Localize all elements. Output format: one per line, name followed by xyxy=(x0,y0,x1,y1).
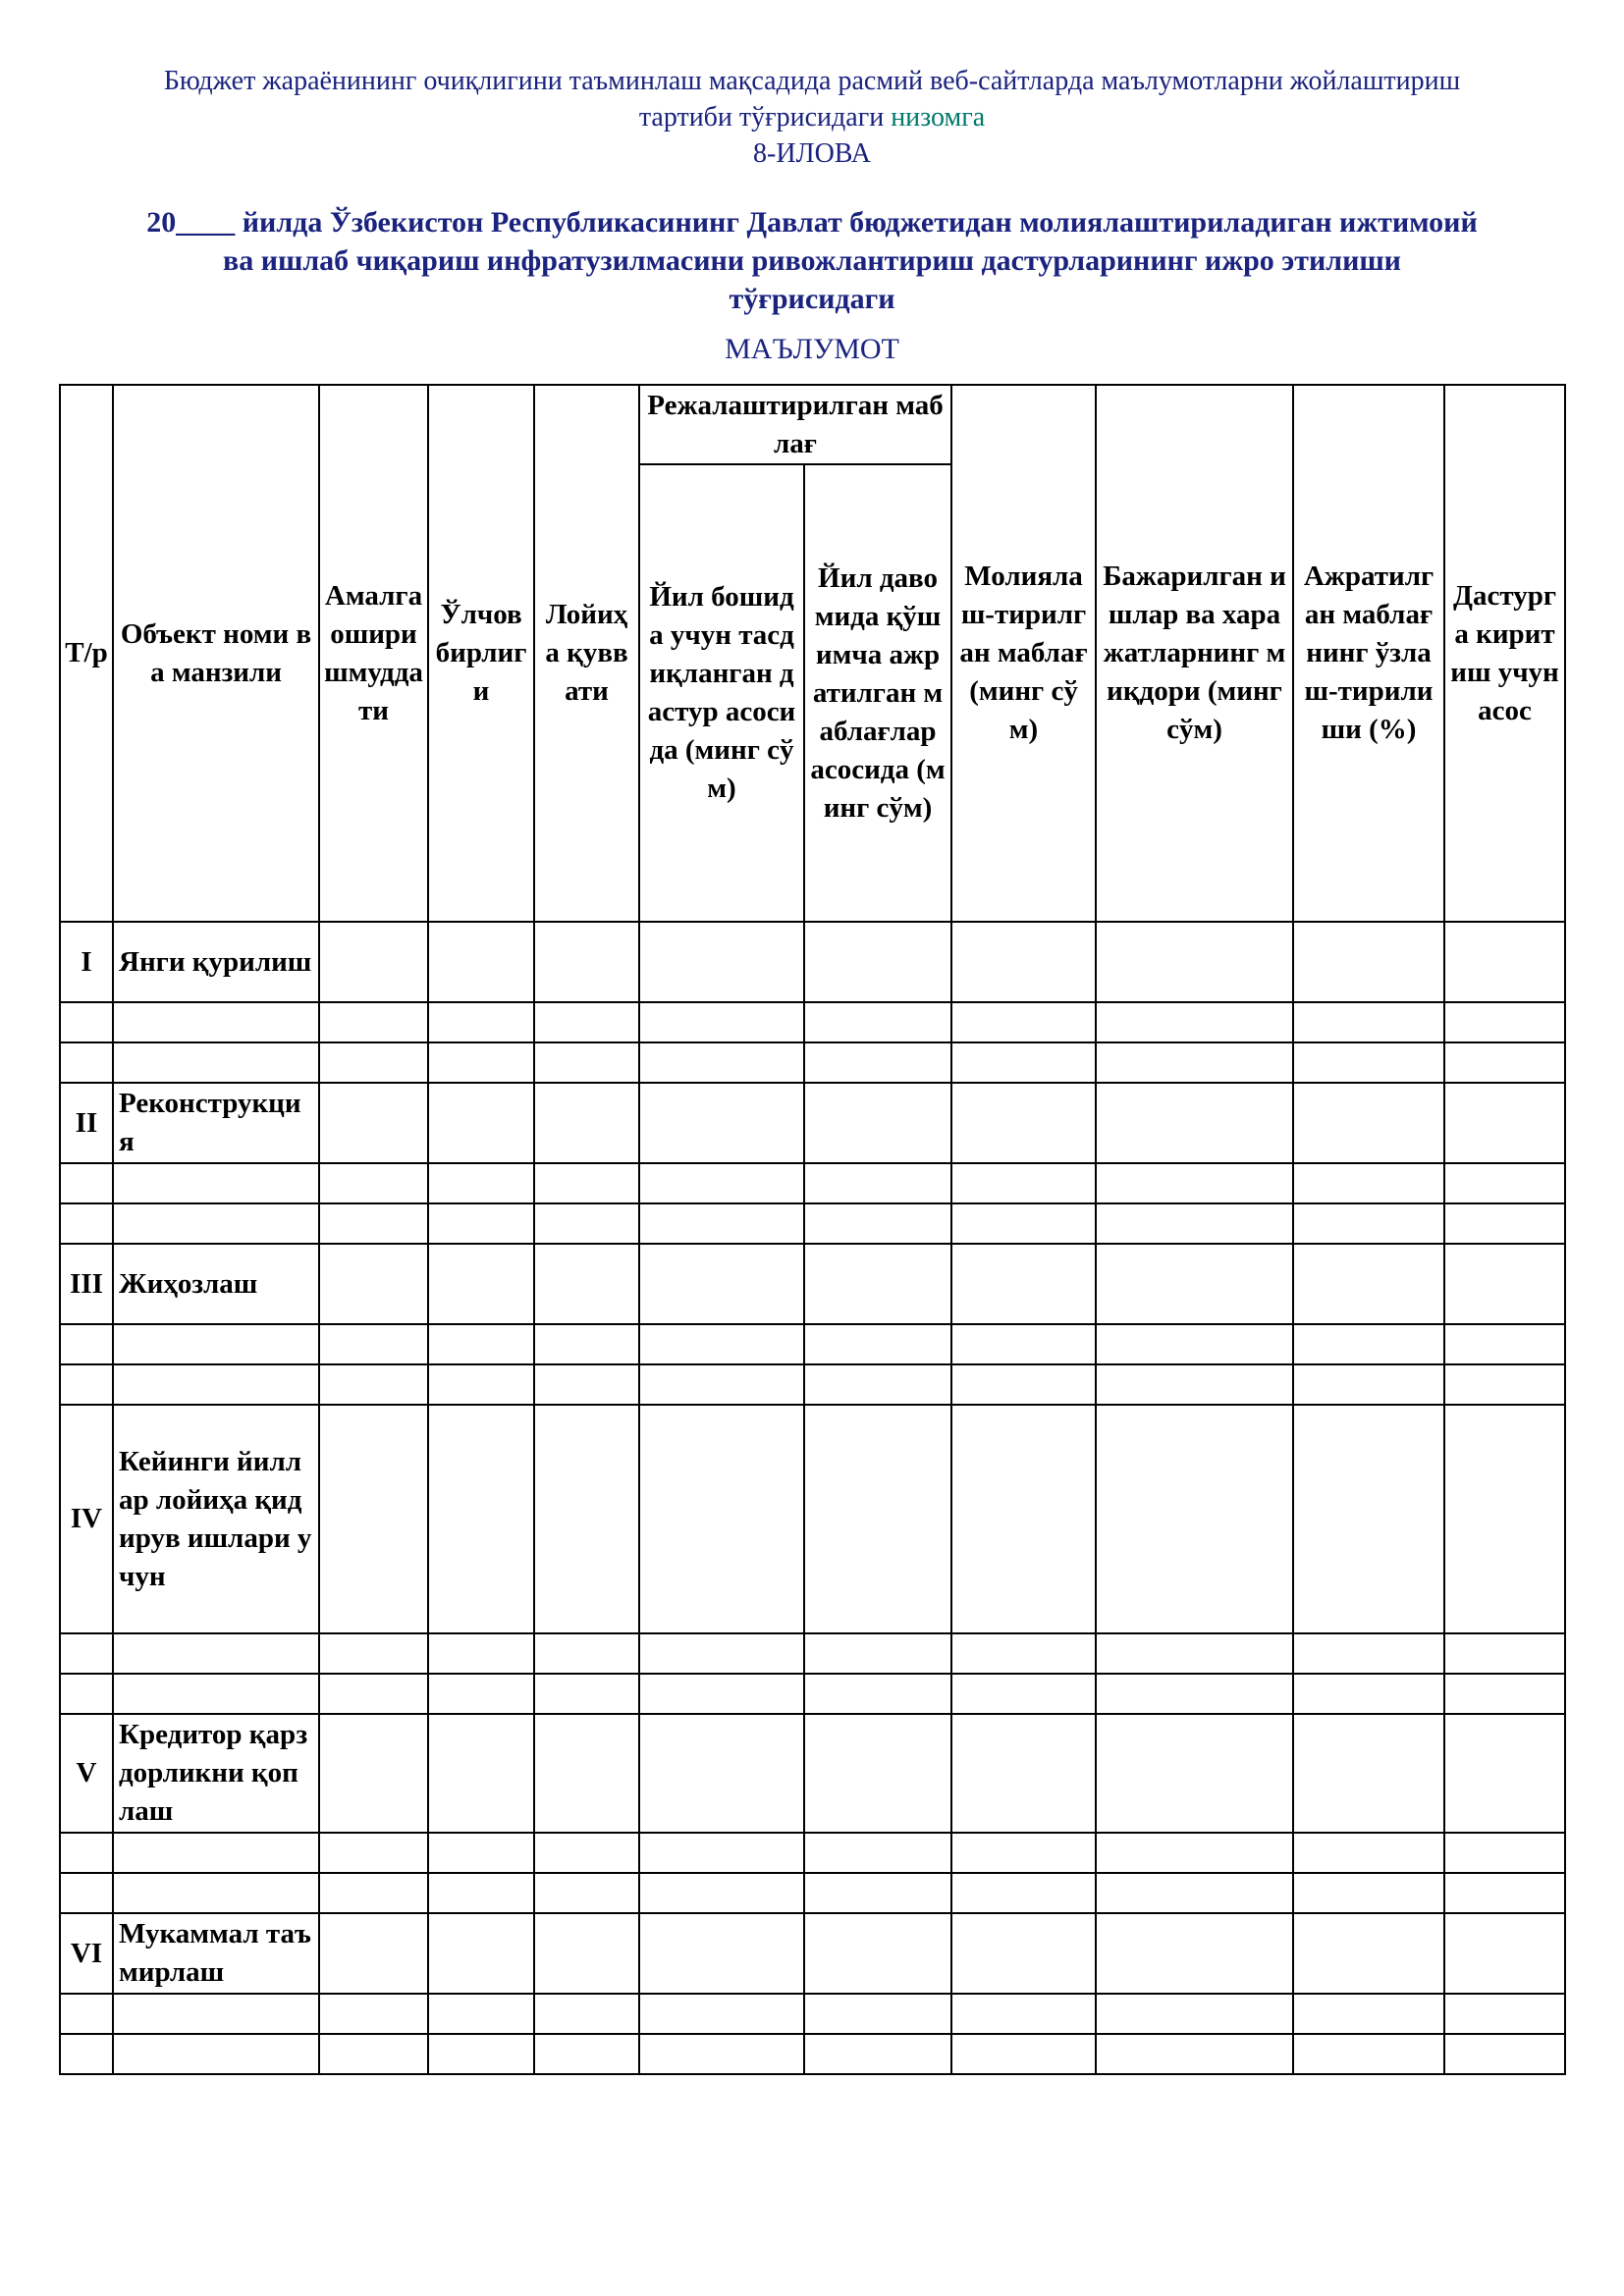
section-row xyxy=(60,1083,1565,1163)
table-cell xyxy=(639,1364,804,1405)
section-number: V xyxy=(60,1714,113,1833)
table-cell xyxy=(1293,1674,1444,1714)
table-cell xyxy=(951,1833,1096,1873)
table-cell xyxy=(1293,922,1444,1002)
programs-table xyxy=(59,384,1566,2075)
table-cell xyxy=(1293,1714,1444,1833)
table-cell xyxy=(1444,1002,1565,1042)
table-cell xyxy=(60,2034,113,2074)
table-cell xyxy=(1096,1633,1293,1674)
table-cell xyxy=(60,1994,113,2034)
table-cell xyxy=(428,922,534,1002)
table-cell xyxy=(428,1002,534,1042)
table-cell xyxy=(428,1324,534,1364)
table-cell xyxy=(1096,1674,1293,1714)
table-cell xyxy=(951,1163,1096,1203)
table-cell xyxy=(1096,1364,1293,1405)
table-cell xyxy=(951,1324,1096,1364)
table-cell xyxy=(319,1042,428,1083)
table-cell xyxy=(60,1324,113,1364)
table-cell xyxy=(639,1163,804,1203)
table-cell xyxy=(1444,1994,1565,2034)
table-cell xyxy=(1293,1873,1444,1913)
table-cell xyxy=(804,1873,951,1913)
table-cell xyxy=(1096,1405,1293,1633)
table-cell xyxy=(60,1203,113,1244)
table-cell xyxy=(60,1833,113,1873)
col-header-works: Бажарилган ишлар ва харажатларнинг миқдори (минг сўм) xyxy=(1096,385,1293,922)
table-cell xyxy=(534,1324,639,1364)
table-cell xyxy=(1293,2034,1444,2074)
table-cell xyxy=(1444,922,1565,1002)
table-cell xyxy=(639,1633,804,1674)
table-cell xyxy=(804,1633,951,1674)
table-cell xyxy=(113,1873,319,1913)
header-line-1: Бюджет жараёнининг очиқлигини таъминлаш мақсадида расмий веб-сайтларда маълумотларни жойлаштириш xyxy=(163,66,1461,96)
col-header-financed: Молиялаш-тирилган маблағ (минг сўм) xyxy=(951,385,1096,922)
table-cell xyxy=(319,1873,428,1913)
table-cell xyxy=(113,1324,319,1364)
annex-label: 8-ИЛОВА xyxy=(753,138,871,169)
table-cell xyxy=(428,1833,534,1873)
table-cell xyxy=(319,1633,428,1674)
table-cell xyxy=(534,1913,639,1994)
table-row xyxy=(60,1833,1565,1873)
table-cell xyxy=(534,1873,639,1913)
table-cell xyxy=(951,1203,1096,1244)
col-header-object: Объект номи ва манзили xyxy=(113,385,319,922)
regulation-link[interactable]: низомга xyxy=(891,102,986,133)
title-line-2: ва ишлаб чиқариш инфратузилмасини ривожлантириш дастурларининг ижро этилиши xyxy=(223,244,1401,277)
table-cell xyxy=(428,1364,534,1405)
table-cell xyxy=(639,1002,804,1042)
section-name: Кредитор қарздорликни қоплаш xyxy=(113,1714,319,1833)
table-row xyxy=(60,1163,1565,1203)
table-cell xyxy=(60,1042,113,1083)
table-cell xyxy=(1444,1833,1565,1873)
table-cell xyxy=(1444,1405,1565,1633)
table-cell xyxy=(951,1002,1096,1042)
table-cell xyxy=(60,1633,113,1674)
table-cell xyxy=(1096,1994,1293,2034)
table-cell xyxy=(428,1913,534,1994)
table-cell xyxy=(428,1633,534,1674)
table-cell xyxy=(113,1002,319,1042)
col-header-no: Т/р xyxy=(60,385,113,922)
table-cell xyxy=(1444,1873,1565,1913)
table-cell xyxy=(534,1674,639,1714)
table-cell xyxy=(951,1042,1096,1083)
table-cell xyxy=(951,1244,1096,1324)
table-cell xyxy=(639,1244,804,1324)
section-name: Янги қурилиш xyxy=(113,922,319,1002)
table-cell xyxy=(1096,1042,1293,1083)
title-line-1: 20____ йилда Ўзбекистон Республикасининг Давлат бюджетидан молиялаштириладиган ижтимоий xyxy=(146,206,1478,239)
table-row xyxy=(60,2034,1565,2074)
section-row xyxy=(60,1913,1565,1994)
table-cell xyxy=(534,1042,639,1083)
table-cell xyxy=(1096,1163,1293,1203)
table-cell xyxy=(951,922,1096,1002)
table-cell xyxy=(1444,1163,1565,1203)
table-cell xyxy=(1444,2034,1565,2074)
section-row xyxy=(60,1244,1565,1324)
table-cell xyxy=(804,1994,951,2034)
table-cell xyxy=(1096,1913,1293,1994)
title-line-3: тўғрисидаги xyxy=(729,283,895,315)
table-cell xyxy=(428,1203,534,1244)
table-row xyxy=(60,1324,1565,1364)
col-header-planned-start: Йил бошида учун тасдиқланган дастур асосида (минг сўм) xyxy=(639,464,804,922)
table-cell xyxy=(639,1833,804,1873)
table-cell xyxy=(113,1042,319,1083)
section-number: VI xyxy=(60,1913,113,1994)
table-cell xyxy=(319,1163,428,1203)
table-cell xyxy=(1096,1714,1293,1833)
table-cell xyxy=(534,1364,639,1405)
table-cell xyxy=(319,1324,428,1364)
table-cell xyxy=(319,1913,428,1994)
col-header-planned-group: Режалаштирилган маблағ xyxy=(639,385,951,464)
table-cell xyxy=(319,922,428,1002)
table-cell xyxy=(534,1714,639,1833)
table-cell xyxy=(804,1674,951,1714)
table-cell xyxy=(113,1163,319,1203)
table-cell xyxy=(1096,1083,1293,1163)
table-cell xyxy=(534,1083,639,1163)
table-cell xyxy=(804,1203,951,1244)
table-cell xyxy=(1096,922,1293,1002)
table-cell xyxy=(428,2034,534,2074)
table-cell xyxy=(113,1833,319,1873)
table-cell xyxy=(534,1405,639,1633)
table-cell xyxy=(1293,1913,1444,1994)
table-cell xyxy=(428,1244,534,1324)
table-cell xyxy=(804,922,951,1002)
table-cell xyxy=(804,1324,951,1364)
table-cell xyxy=(639,1873,804,1913)
table-cell xyxy=(1293,1324,1444,1364)
table-cell xyxy=(951,1674,1096,1714)
table-cell xyxy=(1293,1633,1444,1674)
table-cell xyxy=(319,1714,428,1833)
table-cell xyxy=(1444,1364,1565,1405)
table-cell xyxy=(951,2034,1096,2074)
table-row xyxy=(60,1002,1565,1042)
table-cell xyxy=(1096,1002,1293,1042)
table-cell xyxy=(639,1714,804,1833)
table-cell xyxy=(113,1994,319,2034)
table-row xyxy=(60,1633,1565,1674)
section-number: II xyxy=(60,1083,113,1163)
table-cell xyxy=(113,1203,319,1244)
table-cell xyxy=(1444,1714,1565,1833)
table-cell xyxy=(1096,1324,1293,1364)
section-number: III xyxy=(60,1244,113,1324)
table-cell xyxy=(1293,1042,1444,1083)
table-cell xyxy=(428,1994,534,2034)
table-cell xyxy=(639,1042,804,1083)
table-cell xyxy=(319,1083,428,1163)
table-cell xyxy=(1293,1364,1444,1405)
table-cell xyxy=(804,1042,951,1083)
table-cell xyxy=(1444,1244,1565,1324)
table-cell xyxy=(534,1633,639,1674)
section-row xyxy=(60,1405,1565,1633)
section-row xyxy=(60,922,1565,1002)
table-cell xyxy=(60,1674,113,1714)
table-cell xyxy=(1293,1002,1444,1042)
table-cell xyxy=(534,1994,639,2034)
table-cell xyxy=(639,1674,804,1714)
table-cell xyxy=(428,1163,534,1203)
table-cell xyxy=(639,1083,804,1163)
section-name: Мукаммал таъмирлаш xyxy=(113,1913,319,1994)
table-row xyxy=(60,1042,1565,1083)
table-cell xyxy=(428,1083,534,1163)
table-cell xyxy=(534,1203,639,1244)
table-cell xyxy=(804,1002,951,1042)
table-row xyxy=(60,1203,1565,1244)
table-cell xyxy=(319,1405,428,1633)
table-cell xyxy=(1293,1244,1444,1324)
table-cell xyxy=(319,1244,428,1324)
table-cell xyxy=(428,1714,534,1833)
table-cell xyxy=(319,1002,428,1042)
table-cell xyxy=(639,1324,804,1364)
table-cell xyxy=(1096,1203,1293,1244)
table-cell xyxy=(1444,1633,1565,1674)
table-cell xyxy=(428,1042,534,1083)
table-cell xyxy=(804,1913,951,1994)
table-cell xyxy=(534,1833,639,1873)
table-cell xyxy=(1096,1873,1293,1913)
table-cell xyxy=(951,1913,1096,1994)
table-cell xyxy=(951,1714,1096,1833)
table-cell xyxy=(951,1405,1096,1633)
table-cell xyxy=(1444,1674,1565,1714)
header-line-2 xyxy=(59,99,1565,135)
table-cell xyxy=(1444,1083,1565,1163)
table-cell xyxy=(951,1633,1096,1674)
table-cell xyxy=(639,2034,804,2074)
table-cell xyxy=(1096,1244,1293,1324)
table-cell xyxy=(1444,1913,1565,1994)
table-cell xyxy=(1293,1083,1444,1163)
table-cell xyxy=(1444,1324,1565,1364)
col-header-term: Амалга оширишмуддати xyxy=(319,385,428,922)
section-number: I xyxy=(60,922,113,1002)
table-cell xyxy=(319,1994,428,2034)
table-cell xyxy=(639,1203,804,1244)
section-name: Жиҳозлаш xyxy=(113,1244,319,1324)
col-header-capacity: Лойиҳа қуввати xyxy=(534,385,639,922)
table-cell xyxy=(60,1163,113,1203)
table-cell xyxy=(319,1364,428,1405)
table-cell xyxy=(804,1083,951,1163)
table-cell xyxy=(428,1674,534,1714)
col-header-unit: Ўлчов бирлиги xyxy=(428,385,534,922)
table-cell xyxy=(951,1083,1096,1163)
table-cell xyxy=(319,1674,428,1714)
table-cell xyxy=(1293,1833,1444,1873)
table-cell xyxy=(639,922,804,1002)
table-cell xyxy=(428,1873,534,1913)
table-cell xyxy=(639,1405,804,1633)
document-subtitle: МАЪЛУМОТ xyxy=(725,333,899,365)
col-header-mastered: Ажратилган маблағнинг ўзлаш-тирилиши (%) xyxy=(1293,385,1444,922)
table-cell xyxy=(1096,2034,1293,2074)
table-cell xyxy=(319,1203,428,1244)
table-cell xyxy=(804,1364,951,1405)
table-row xyxy=(60,1364,1565,1405)
table-cell xyxy=(60,1873,113,1913)
table-cell xyxy=(1293,1163,1444,1203)
document-title xyxy=(54,203,1570,318)
table-cell xyxy=(804,1163,951,1203)
table-cell xyxy=(113,2034,319,2074)
table-cell xyxy=(113,1633,319,1674)
col-header-basis: Дастурга киритиш учун асос xyxy=(1444,385,1565,922)
header-line-2-text: тартиби тўғрисидаги xyxy=(638,102,892,133)
table-cell xyxy=(428,1405,534,1633)
table-cell xyxy=(1444,1203,1565,1244)
table-cell xyxy=(534,2034,639,2074)
table-cell xyxy=(951,1994,1096,2034)
table-cell xyxy=(534,1163,639,1203)
table-cell xyxy=(113,1364,319,1405)
table-cell xyxy=(319,1833,428,1873)
table-row xyxy=(60,1873,1565,1913)
section-number: IV xyxy=(60,1405,113,1633)
table-cell xyxy=(639,1994,804,2034)
table-cell xyxy=(1444,1042,1565,1083)
table-cell xyxy=(1293,1994,1444,2034)
table-cell xyxy=(804,1833,951,1873)
table-cell xyxy=(60,1002,113,1042)
col-header-planned-extra: Йил давомида қўшимча ажратилган маблағлар асосида (минг сўм) xyxy=(804,464,951,922)
table-cell xyxy=(113,1674,319,1714)
table-cell xyxy=(951,1873,1096,1913)
table-cell xyxy=(60,1364,113,1405)
table-body xyxy=(60,922,1565,2074)
table-cell xyxy=(534,1002,639,1042)
table-cell xyxy=(1293,1405,1444,1633)
table-cell xyxy=(534,922,639,1002)
table-cell xyxy=(1096,1833,1293,1873)
table-cell xyxy=(804,1714,951,1833)
table-row xyxy=(60,1994,1565,2034)
section-row xyxy=(60,1714,1565,1833)
table-cell xyxy=(951,1364,1096,1405)
document-header xyxy=(59,63,1565,172)
section-name: Реконструкция xyxy=(113,1083,319,1163)
table-cell xyxy=(1293,1203,1444,1244)
table-cell xyxy=(804,1405,951,1633)
table-cell xyxy=(319,2034,428,2074)
section-name: Кейинги йиллар лойиҳа қидирув ишлари учун xyxy=(113,1405,319,1633)
table-cell xyxy=(534,1244,639,1324)
table-row xyxy=(60,1674,1565,1714)
table-cell xyxy=(639,1913,804,1994)
table-cell xyxy=(804,1244,951,1324)
table-cell xyxy=(804,2034,951,2074)
